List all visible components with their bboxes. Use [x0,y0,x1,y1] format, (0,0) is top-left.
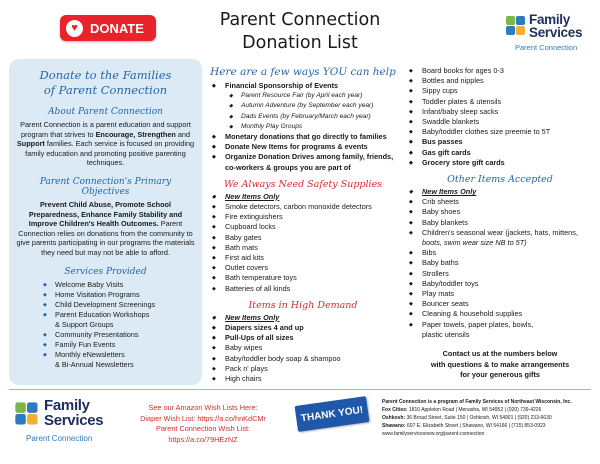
contact-line-3: for your generous gifts [460,370,540,380]
list-item: ◆ Outlet covers [205,263,401,273]
website-link[interactable]: www.familyservicesnew.org/parent-connection [382,431,485,437]
about-text [15,120,196,168]
left-panel [9,59,202,385]
other-list [402,187,598,340]
fox-label: Fox Cities: [382,407,408,413]
safety-list [205,192,401,294]
ways-heading: Here are a few ways YOU can help [210,66,396,78]
list-item: ◆ Donate New Items for programs & events [205,142,401,152]
list-item: ◆ Family Fun Events [43,340,196,350]
services-list [43,280,196,370]
list-item: ◆ Welcome Baby Visits [43,280,196,290]
list-item: ◆ Swaddle blankets [402,117,598,127]
list-item: ◆ Bus passes [402,137,598,147]
demand-list [205,313,401,384]
list-item: ◆ Gas gift cards [402,148,598,158]
main-heading-line-2: of Parent Connection [43,83,168,97]
about-text-c: and [175,129,191,139]
about-text-d: Support [16,139,45,149]
items-list [402,66,598,168]
oshkosh-text: 36 Broad Street, Suite 150 | Oshkosh, WI 54901 | (920) 233-6630 [406,415,552,421]
demand-heading: Items in High Demand [248,299,358,311]
main-heading [15,68,196,98]
list-item: co-workers & groups you are part of [225,162,351,172]
fox-text: 1810 Appleton Road | Menasha, WI 54952 | (920) 739-4226 [408,407,542,413]
list-item: ◆ New Items Only [205,192,401,202]
list-item: ◆ New Items Only [205,313,401,323]
fox-cities-address [382,406,598,414]
list-item: boots, swim wear size NB to 5T) [422,238,527,248]
list-item: ◆ Play mats [402,289,598,299]
objectives-text [15,200,196,258]
list-item: ◆ Baby baths [402,258,598,268]
footer-brand-line-1: Family [44,397,90,414]
footer-logo [14,398,124,442]
footer-divider [9,389,591,390]
list-item: ◆ Baby blankets [402,218,598,228]
objectives-heading: Parent Connection's Primary Objectives [39,176,172,197]
contact-note [402,349,598,381]
list-item: ◆ Pull-Ups of all sizes [205,333,401,343]
footer-brand-sub: Parent Connection [26,434,93,443]
brand-name [529,13,582,39]
footer-brand-name [44,398,103,428]
program-title: Parent Connection is a program of Family Services of Northeast Wisconsin, Inc. [382,399,572,405]
oshkosh-label: Oshkosh: [382,415,406,421]
list-item: ◆ Baby gates [205,233,401,243]
list-item: ◆ Organize Donation Drives among family, friends, [205,152,401,162]
list-item: ◆ Dads Events (by February/March each year) [205,112,401,122]
page-title [190,9,410,55]
contact-line-1: Contact us at the numbers below [442,349,558,359]
title-line-2: Donation List [242,33,358,53]
about-text-e: families. Each service is focused on providing family education and promoting positive parenting techniques. [25,139,195,168]
ways-list [205,81,401,173]
list-item: ◆ Pack n' plays [205,364,401,374]
list-item: ◆ Monetary donations that go directly to families [205,132,401,142]
list-item: ◆ Diapers sizes 4 and up [205,323,401,333]
list-item: ◆ Bouncer seats [402,299,598,309]
list-item: ◆ Monthly Play Groups [205,122,401,132]
list-item: ◆ Home Visitation Programs [43,290,196,300]
brand-name-line-2: Services [529,25,583,40]
family-services-logo [505,14,597,56]
contact-line-2: with questions & to make arrangements [430,359,570,369]
pc-wish-link[interactable]: Parent Connection Wish List: https://a.co/79HEzNZ [155,424,251,444]
brand-sub: Parent Connection [515,43,578,52]
list-item: ◆ Bibs [402,248,598,258]
shawano-address [382,422,598,430]
wish-heading: See our Amazon Wish Lists Here: [148,403,258,412]
diaper-wish-link[interactable]: Diaper Wish List: https://a.co/hnKdCMr [140,413,266,423]
list-item: ◆ Grocery store gift cards [402,158,598,168]
family-services-logo-icon [14,400,40,428]
heart-icon: ♥ [66,20,83,37]
list-item: ◆ Parent Education Workshops [43,310,196,320]
list-item: ◆ Child Development Screenings [43,300,196,310]
list-item: & Bi-Annual Newsletters [55,359,134,369]
list-item: ◆ Paper towels, paper plates, bowls, [402,320,598,330]
list-item: ◆ Infant/baby sleep sacks [402,107,598,117]
list-item: & Support Groups [55,319,114,329]
about-text-b: Encourage, Strengthen [95,129,176,139]
list-item: ◆ Sippy cups [402,86,598,96]
list-item: ◆ Monthly eNewsletters [43,350,196,360]
right-column [402,66,598,381]
list-item: ◆ Autumn Adventure (by September each year) [205,101,401,111]
list-item: ◆ Baby/toddler body soap & shampoo [205,354,401,364]
list-item: ◆ Financial Sponsorship of Events [205,81,401,91]
other-heading: Other Items Accepted [447,174,553,186]
list-item: ◆ Bottles and nipples [402,76,598,86]
objectives-rest: Parent Connection relies on donations from the community to give parents participating in our programs the materials they need but may not be able to afford. [16,219,195,257]
list-item: ◆ New Items Only [402,187,598,197]
list-item: ◆ High chairs [205,374,401,384]
footer-brand-line-2: Services [44,412,104,429]
list-item: ◆ Smoke detectors, carbon monoxide detectors [205,202,401,212]
main-heading-line-1: Donate to the Families [39,68,172,82]
list-item: ◆ Strollers [402,269,598,279]
shawano-label: Shawano: [382,423,406,429]
list-item: ◆ Baby/toddler clothes size preemie to 5T [402,127,598,137]
safety-heading: We Always Need Safety Supplies [223,178,383,190]
list-item: ◆ Bath mats [205,243,401,253]
list-item: ◆ Parent Resource Fair (by April each year) [205,91,401,101]
family-services-logo-icon [505,14,527,38]
thank-you-banner: THANK YOU! [295,396,370,432]
list-item: ◆ Community Presentations [43,330,196,340]
middle-column [205,66,401,384]
list-item: ◆ Cupboard locks [205,222,401,232]
donate-label: DONATE [90,20,144,36]
list-item: ◆ First aid kits [205,253,401,263]
list-item: ◆ Baby/toddler toys [402,279,598,289]
about-text-a: Parent Connection is a parent education and support program that strives to [20,120,191,139]
list-item: ◆ Toddler plates & utensils [402,97,598,107]
list-item: ◆ Baby shoes [402,207,598,217]
program-info [382,398,598,438]
list-item: ◆ Fire extinguishers [205,212,401,222]
list-item: ◆ Crib sheets [402,197,598,207]
donate-button[interactable] [60,15,156,41]
title-line-1: Parent Connection [219,10,381,30]
list-item: ◆ Children's seasonal wear (jackets, hats, mittens, [402,228,598,238]
shawano-text: 607 E. Elizabeth Street | Shawano, WI 54166 | (715) 853-0923 [407,423,546,429]
services-heading: Services Provided [64,266,147,277]
wish-lists [128,403,278,445]
list-item: ◆ Baby wipes [205,343,401,353]
about-heading: About Parent Connection [48,107,163,117]
oshkosh-address [382,414,598,422]
list-item: plastic utensils [422,329,470,339]
list-item: ◆ Bath temperature toys [205,273,401,283]
brand-name-line-1: Family [529,12,570,27]
list-item: ◆ Board books for ages 0-3 [402,66,598,76]
list-item: ◆ Batteries of all kinds [205,284,401,294]
list-item: ◆ Cleaning & household supplies [402,309,598,319]
objectives-bold: Prevent Child Abuse, Promote School Preparedness, Enhance Family Stability and Improve Children's Health Outcomes. [28,199,183,229]
